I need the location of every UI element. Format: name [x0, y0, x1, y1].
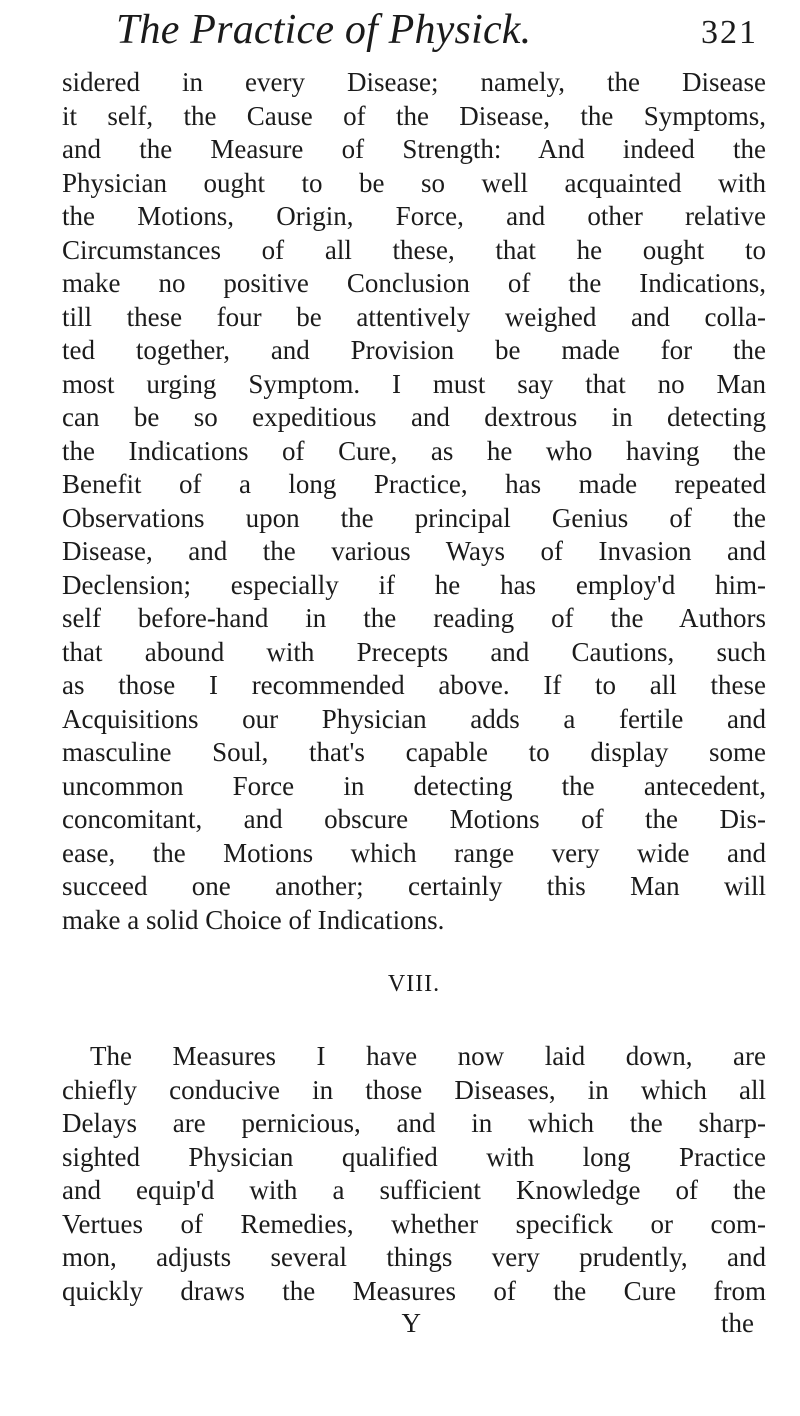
text-line: quickly draws the Measures of the Cure from	[62, 1275, 766, 1306]
text-line: sidered in every Disease; namely, the Disease	[62, 67, 766, 97]
text-line: Disease, and the various Ways of Invasion and	[62, 536, 766, 566]
text-line: concomitant, and obscure Motions of the Dis-	[62, 804, 766, 834]
text-line: the Motions, Origin, Force, and other relative	[62, 201, 766, 231]
section-heading: VIII.	[387, 971, 441, 997]
text-line: make no positive Conclusion of the Indications,	[62, 268, 766, 298]
page-header	[62, 0, 766, 66]
text-line: uncommon Force in detecting the antecedent,	[62, 770, 766, 801]
running-title: The Practice of Physick.	[116, 7, 532, 53]
paragraph-1	[62, 66, 766, 937]
text-line: succeed one another; certainly this Man will	[62, 871, 766, 901]
signature-mark: Y	[401, 1308, 421, 1338]
text-line: Declension; especially if he has employ'd him-	[62, 569, 766, 600]
text-line: Acquisitions our Physician adds a fertile and	[62, 703, 766, 734]
text-line: Physician ought to be so well acquainted with	[62, 167, 766, 198]
text-line: self before-hand in the reading of the Authors	[62, 603, 766, 633]
text-line: and equip'd with a sufficient Knowledge of the	[62, 1175, 766, 1205]
text-line: The Measures I have now laid down, are	[90, 1041, 766, 1071]
text-line: the Indications of Cure, as he who having the	[62, 435, 766, 466]
text-line: Observations upon the principal Genius of the	[62, 502, 766, 533]
catchword: the	[721, 1308, 754, 1338]
text-line: make a solid Choice of Indications.	[62, 904, 445, 935]
text-line: it self, the Cause of the Disease, the Symptoms,	[62, 100, 766, 131]
text-line: Benefit of a long Practice, has made repeated	[62, 469, 766, 499]
text-line: ease, the Motions which range very wide and	[62, 837, 766, 868]
text-line: masculine Soul, that's capable to display some	[62, 737, 766, 767]
text-line: and the Measure of Strength: And indeed the	[62, 134, 766, 164]
text-line: can be so expeditious and dextrous in detecting	[62, 402, 766, 432]
paragraph-2	[62, 1040, 766, 1308]
text-line: mon, adjusts several things very prudently, and	[62, 1242, 766, 1272]
text-line: sighted Physician qualified with long Practice	[62, 1141, 766, 1172]
text-line: that abound with Precepts and Cautions, such	[62, 636, 766, 667]
text-line: as those I recommended above. If to all these	[62, 670, 766, 700]
text-line: Vertues of Remedies, whether specifick or com-	[62, 1208, 766, 1239]
text-line: Delays are pernicious, and in which the sharp-	[62, 1108, 766, 1138]
text-line: most urging Symptom. I must say that no Man	[62, 368, 766, 399]
text-line: till these four be attentively weighed and colla-	[62, 301, 766, 332]
page-number: 321	[701, 14, 758, 51]
text-line: chiefly conducive in those Diseases, in which all	[62, 1074, 766, 1105]
page-footer	[62, 1308, 766, 1342]
text-line: ted together, and Provision be made for the	[62, 335, 766, 365]
text-line: Circumstances of all these, that he ought to	[62, 234, 766, 265]
